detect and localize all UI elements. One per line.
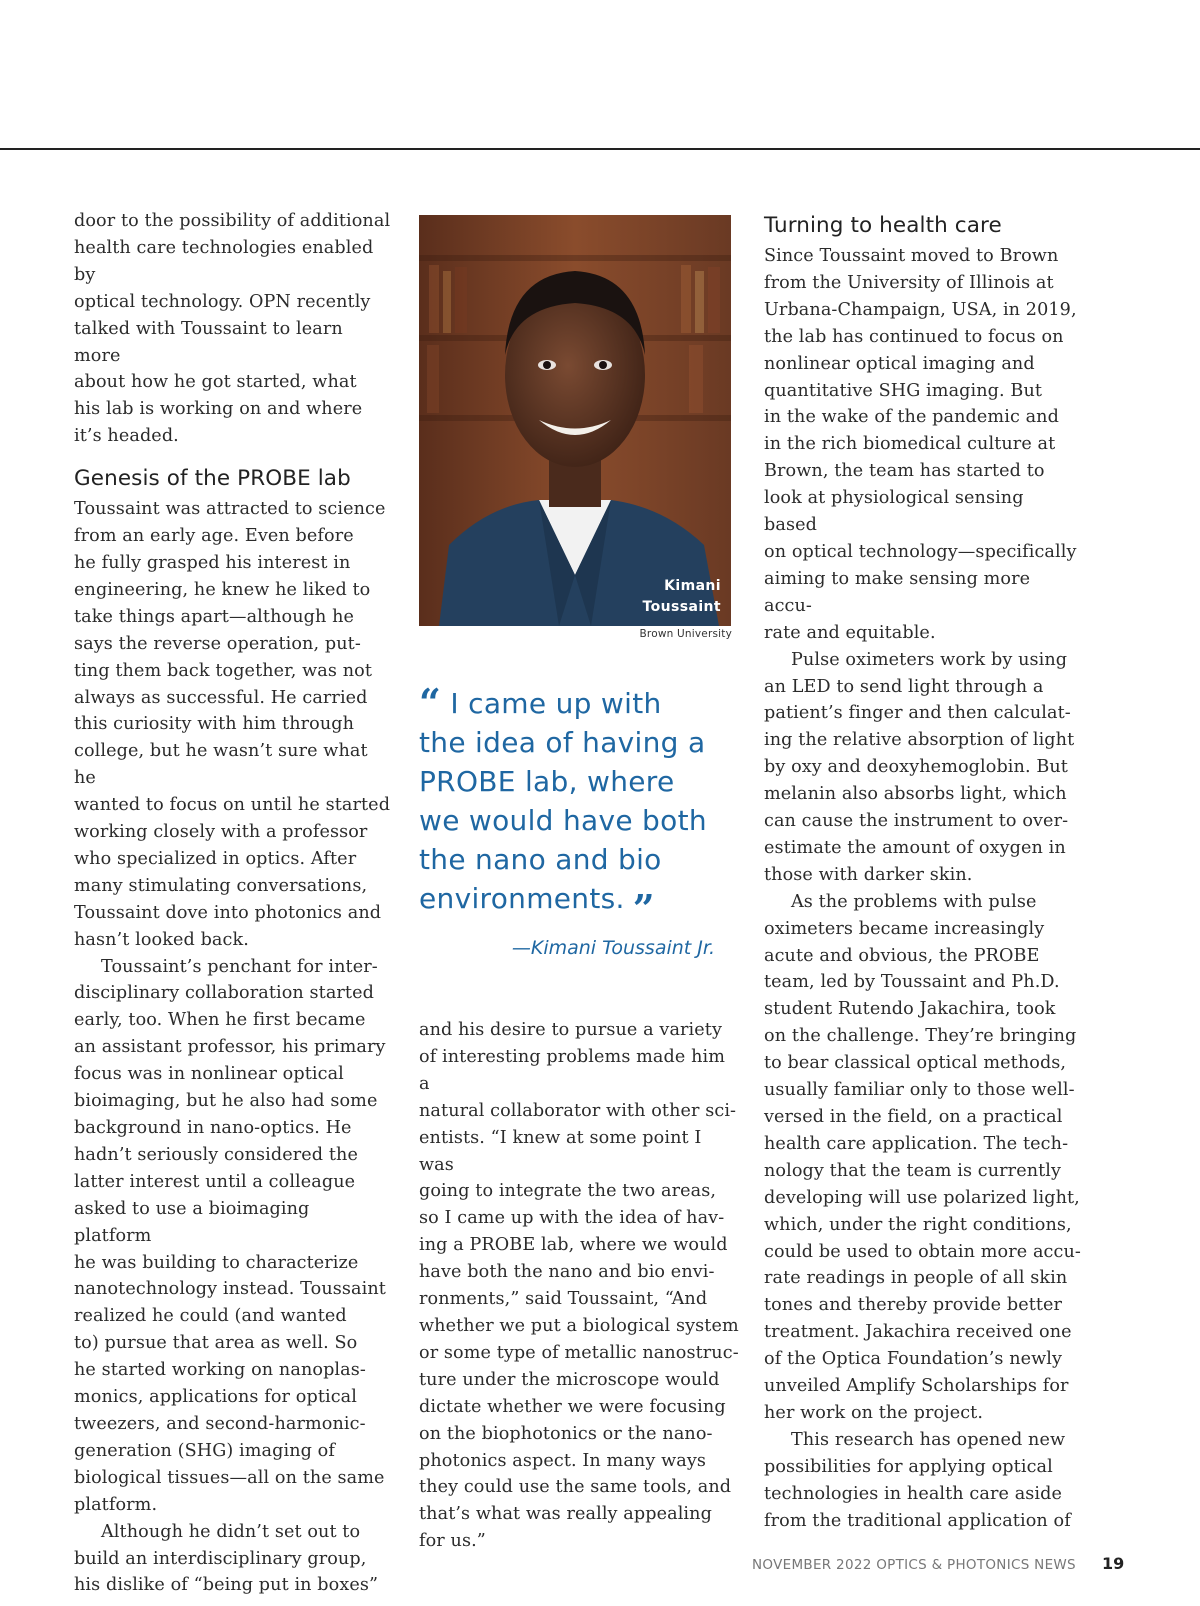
pull-quote-text: I came up with the idea of having a PROBE lab, where we would have both the nano and bio environments. (419, 687, 707, 915)
header-rule (0, 148, 1200, 150)
article-column-right (764, 209, 1082, 1535)
article-column-left (74, 208, 392, 1599)
body-paragraph: As the problems with pulse oximeters became increasingly acute and obvious, the PROBE team, led by Toussaint and Ph.D. student Rutendo Jakachira, took on the challenge. They’re bringing to bear classical optical methods, usually familiar only to those well- versed in the field, on a practical health care application. The tech- nology that the team is currently developing will use polarized light, which, under the right conditions, could be used to obtain more accu- rate readings in people of all skin tones and thereby provide better treatment. Jakachira received one of the Optica Foundation’s newly unveiled Amplify Scholarships for her work on the project. (764, 891, 1081, 1423)
body-paragraph: Although he didn’t set out to build an interdisciplinary group, his dislike of “being put in boxes” (74, 1521, 379, 1596)
body-paragraph: Toussaint was attracted to science from an early age. Even before he fully grasped his interest in engineering, he knew he liked to take things apart—although he says the reverse operation, put- ting them back together, was not always as successful. He carried this curiosity with him through college, but he wasn’t sure what he wanted to focus on until he started working closely with a professor who specialized in optics. After many stimulating conversations, Toussaint dove into photonics and hasn’t looked back. (74, 499, 391, 950)
body-paragraph: Toussaint’s penchant for inter- disciplinary collaboration started early, too. When he first became an assistant professor, his primary focus was in nonlinear optical bioimaging, but he also had some background in nano-optics. He hadn’t seriously considered the latter interest until a colleague asked to use a bioimaging platform he was building to characterize nanotechnology instead. Toussaint realized he could (and wanted to) pursue that area as well. So he started working on nanoplas- monics, applications for optical tweezers, and second-harmonic- generation (SHG) imaging of biological tissues—all on the same platform. (74, 956, 386, 1515)
photo-caption (643, 576, 721, 618)
body-paragraph: and his desire to pursue a variety of interesting problems made him a natural collaborator with other sci- entists. “I knew at some point I was going to integrate the two areas, so I came up with the idea of hav- ing a PROBE lab, where we would have both the nano and bio envi- ronments,” said Toussaint, “And whether we put a biological system or some type of metallic nanostruc- ture under the microscope would dictate whether we were focusing on the biophotonics or the nano- photonics aspect. In many ways they could use the same tools, and that’s what was really appealing for us.” (419, 1020, 739, 1552)
footer-publication: NOVEMBER 2022 OPTICS & PHOTONICS NEWS (752, 1557, 1076, 1573)
photo-caption-first-name: Kimani (664, 578, 721, 594)
section-heading-health-care: Turning to health care (764, 213, 1002, 238)
pull-quote-attribution: —Kimani Toussaint Jr. (511, 937, 715, 959)
close-quote-icon: ” (632, 886, 655, 931)
photo-caption-last-name: Toussaint (642, 599, 721, 615)
page-number: 19 (1102, 1554, 1125, 1573)
pull-quote (419, 680, 739, 931)
body-paragraph: Pulse oximeters work by using an LED to send light through a patient’s finger and then calculat- ing the relative absorption of light by oxy and deoxyhemoglobin. But melanin also absorbs light, which can cause the instrument to over- estimate the amount of oxygen in those with darker skin. (764, 649, 1075, 885)
article-column-middle (419, 1017, 739, 1555)
body-paragraph: This research has opened new possibilities for applying optical technologies in health care aside from the traditional application of (764, 1429, 1071, 1531)
portrait-photo (419, 215, 731, 626)
section-heading-genesis: Genesis of the PROBE lab (74, 466, 351, 492)
body-paragraph: Since Toussaint moved to Brown from the University of Illinois at Urbana-Champaign, USA, in 2019, the lab has continued to focus on nonlinear optical imaging and quantitative SHG imaging. But in the wake of the pandemic and in the rich biomedical culture at Brown, the team has started to look at physiological sensing based on optical technology—specifically aiming to make sensing more accu- rate and equitable. (764, 246, 1077, 643)
portrait-illustration (419, 215, 731, 626)
photo-credit: Brown University (639, 628, 732, 640)
open-quote-icon: “ (419, 680, 442, 725)
intro-paragraph: door to the possibility of additional health care technologies enabled by optical technology. OPN recently talked with Toussaint to learn more about how he got started, what his lab is working on and where it’s headed. (74, 211, 391, 447)
